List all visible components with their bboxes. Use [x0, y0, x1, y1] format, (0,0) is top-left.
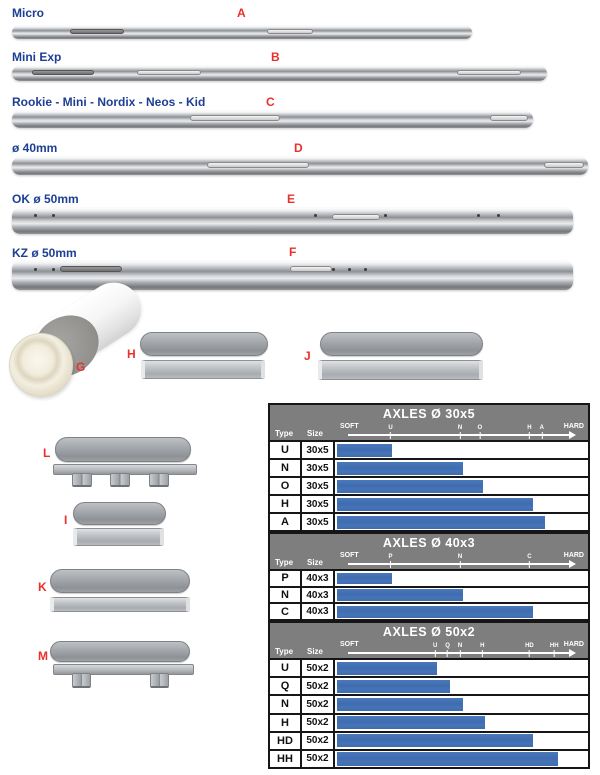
scale-tick-label: O: [477, 425, 483, 431]
table-row: [270, 602, 588, 619]
size-cell: 30x5: [302, 478, 335, 494]
size-cell: 50x2: [302, 715, 335, 731]
scale-label-soft: SOFT: [340, 423, 359, 430]
bar-cell: [335, 571, 588, 586]
scale-tick: [433, 643, 437, 657]
axle-detail: [364, 268, 367, 271]
axle-table-50x2: [268, 621, 590, 769]
scale-label-soft: SOFT: [340, 552, 359, 559]
size-cell: 50x2: [302, 678, 335, 694]
hardness-bar: [337, 462, 463, 475]
part-letter-m: M: [38, 649, 48, 663]
table-header: [270, 623, 588, 658]
table-row: [270, 512, 588, 530]
bar-cell: [335, 442, 588, 458]
hardness-bar: [337, 480, 483, 493]
part-letter-i: I: [64, 513, 68, 527]
table-row: [270, 731, 588, 749]
bar-cell: [335, 514, 588, 530]
table-rows: [270, 569, 588, 619]
col-header-size: Size: [307, 429, 324, 438]
bar-cell: [335, 478, 588, 494]
type-cell: N: [270, 460, 302, 476]
scale-tick-mark: [479, 432, 480, 439]
part-letter-h: H: [127, 347, 136, 361]
scale-tick: [458, 425, 462, 439]
type-cell: U: [270, 660, 302, 676]
axle-detail: [314, 214, 317, 217]
table-row: [270, 494, 588, 512]
table-row: [270, 676, 588, 694]
key-photo-i-side: [73, 528, 164, 546]
scale-label-hard: HARD: [563, 552, 584, 559]
axle-photo-f: [12, 261, 573, 290]
scale-tick-label: N: [457, 554, 463, 560]
scale-tick-label: N: [457, 643, 463, 649]
axle-detail: [457, 70, 521, 76]
axle-letter-d: D: [294, 141, 303, 155]
axle-photo-c: [12, 111, 533, 128]
axle-detail: [70, 29, 124, 34]
scale-label-soft: SOFT: [340, 641, 359, 648]
size-cell: 50x2: [302, 751, 335, 767]
hardness-bar: [337, 606, 533, 618]
hardness-scale: [336, 640, 584, 658]
axle-name-micro: Micro: [12, 6, 45, 20]
scale-ticks: [336, 422, 584, 440]
hardness-bar: [337, 716, 485, 729]
part-letter-j: J: [304, 349, 311, 363]
key-stud: [72, 473, 92, 487]
axle-letter-c: C: [266, 95, 275, 109]
axle-detail: [32, 70, 94, 76]
axle-detail: [477, 214, 480, 217]
scale-tick: [477, 425, 482, 439]
axle-detail: [497, 214, 500, 217]
type-cell: C: [270, 604, 302, 619]
table-row: [270, 458, 588, 476]
table-row: [270, 569, 588, 586]
table-rows: [270, 658, 588, 767]
bar-cell: [335, 496, 588, 512]
type-cell: H: [270, 715, 302, 731]
axle-detail: [207, 162, 309, 168]
table-subheader: [270, 640, 588, 658]
scale-tick: [458, 554, 462, 568]
size-cell: 30x5: [302, 514, 335, 530]
axle-photo-e: [12, 208, 573, 234]
table-title: AXLES Ø 40x3: [382, 536, 476, 550]
hardness-scale: [336, 551, 584, 569]
axle-table-40x3: [268, 532, 590, 621]
hardness-bar: [337, 734, 533, 747]
key-photo-m-top: [50, 641, 190, 662]
key-stud: [149, 473, 169, 487]
table-row: [270, 586, 588, 603]
axle-detail: [384, 214, 387, 217]
bar-cell: [335, 696, 588, 712]
axle-photo-d: [12, 157, 588, 175]
axle-detail: [267, 29, 313, 34]
key-stud: [72, 673, 91, 688]
axle-detail: [544, 162, 584, 168]
scale-tick-mark: [460, 650, 461, 657]
scale-tick-label: U: [388, 425, 393, 431]
scale-tick-mark: [529, 650, 530, 657]
scale-tick: [527, 554, 531, 568]
table-header: [270, 405, 588, 440]
scale-label-hard: HARD: [563, 641, 584, 648]
axle-detail: [52, 268, 55, 271]
scale-tick-mark: [529, 561, 530, 568]
scale-tick-mark: [460, 561, 461, 568]
table-row: [270, 476, 588, 494]
size-cell: 30x5: [302, 496, 335, 512]
hardness-bar: [337, 573, 392, 585]
type-cell: HH: [270, 751, 302, 767]
axle-name-ok-50mm: OK ø 50mm: [12, 192, 79, 206]
key-stud: [150, 673, 169, 688]
table-row: [270, 694, 588, 712]
scale-tick-mark: [435, 650, 436, 657]
table-rows: [270, 440, 588, 530]
key-stud: [110, 473, 130, 487]
axle-detail: [34, 268, 37, 271]
type-cell: O: [270, 478, 302, 494]
hardness-bar: [337, 444, 392, 457]
scale-tick-label: C: [527, 554, 532, 560]
part-letter-k: K: [38, 580, 47, 594]
key-photo-j-side: [318, 360, 483, 380]
scale-tick: [388, 425, 392, 439]
bar-cell: [335, 715, 588, 731]
table-subheader: [270, 551, 588, 569]
type-cell: H: [270, 496, 302, 512]
size-cell: 30x5: [302, 442, 335, 458]
scale-tick-mark: [541, 432, 542, 439]
size-cell: 40x3: [302, 588, 335, 603]
axle-detail: [290, 266, 332, 272]
col-header-size: Size: [307, 558, 324, 567]
hardness-bar: [337, 498, 533, 511]
scale-tick-mark: [390, 561, 391, 568]
scale-tick-label: H: [480, 643, 485, 649]
key-photo-l-top: [55, 437, 191, 462]
scale-tick: [480, 643, 484, 657]
hardness-bar: [337, 698, 463, 711]
hardness-bar: [337, 516, 545, 529]
col-header-type: Type: [275, 429, 294, 438]
bar-cell: [335, 604, 588, 619]
axle-letter-e: E: [287, 192, 296, 206]
table-row: [270, 440, 588, 458]
table-row: [270, 713, 588, 731]
axle-letter-f: F: [289, 245, 297, 259]
table-title: AXLES Ø 30x5: [382, 407, 476, 421]
scale-tick-label: HD: [525, 643, 534, 649]
scale-tick: [458, 643, 462, 657]
part-letter-g: G: [76, 360, 86, 374]
hardness-bar: [337, 752, 558, 765]
key-photo-i-top: [73, 502, 166, 525]
axle-name-40mm: ø 40mm: [12, 141, 58, 155]
bar-cell: [335, 460, 588, 476]
part-letter-l: L: [43, 446, 51, 460]
table-title: AXLES Ø 50x2: [382, 625, 476, 639]
key-photo-h-top: [140, 332, 268, 356]
hardness-bar: [337, 589, 463, 601]
scale-tick-label: N: [457, 425, 463, 431]
type-cell: HD: [270, 733, 302, 749]
scale-tick-mark: [390, 432, 391, 439]
size-cell: 50x2: [302, 696, 335, 712]
axle-table-30x5: [268, 403, 590, 532]
bar-cell: [335, 660, 588, 676]
key-photo-h-side: [141, 360, 265, 379]
key-photo-j-top: [320, 332, 483, 356]
bar-cell: [335, 751, 588, 767]
bar-cell: [335, 678, 588, 694]
type-cell: P: [270, 571, 302, 586]
axle-name-rookie: Rookie - Mini - Nordix - Neos - Kid: [12, 95, 206, 109]
type-cell: U: [270, 442, 302, 458]
scale-tick-label: Q: [445, 643, 450, 649]
scale-tick: [445, 643, 450, 657]
scale-tick-mark: [529, 432, 530, 439]
col-header-type: Type: [275, 647, 294, 656]
axle-letter-a: A: [237, 6, 246, 20]
col-header-size: Size: [307, 647, 324, 656]
hardness-bar: [337, 680, 450, 693]
bar-cell: [335, 733, 588, 749]
scale-ticks: [336, 551, 584, 569]
size-cell: 40x3: [302, 604, 335, 619]
axle-detail: [137, 70, 201, 76]
type-cell: N: [270, 588, 302, 603]
type-cell: N: [270, 696, 302, 712]
scale-tick-label: A: [539, 425, 544, 431]
key-photo-k-side: [50, 597, 190, 612]
bar-cell: [335, 588, 588, 603]
hardness-scale: [336, 422, 584, 440]
scale-tick-mark: [447, 650, 448, 657]
scale-ticks: [336, 640, 584, 658]
axle-detail: [52, 214, 55, 217]
axle-photo-a: [12, 26, 472, 39]
table-row: [270, 658, 588, 676]
scale-tick: [527, 425, 531, 439]
scale-tick-mark: [460, 432, 461, 439]
axle-detail: [190, 115, 280, 121]
table-header: [270, 534, 588, 569]
scale-tick-label: HH: [549, 643, 559, 649]
type-cell: A: [270, 514, 302, 530]
hardness-bar: [337, 662, 437, 675]
axle-detail: [34, 214, 37, 217]
size-cell: 40x3: [302, 571, 335, 586]
axle-name-mini-exp: Mini Exp: [12, 50, 62, 64]
size-cell: 50x2: [302, 733, 335, 749]
scale-tick-mark: [482, 650, 483, 657]
axle-detail: [332, 214, 380, 221]
key-photo-k-top: [50, 569, 190, 593]
axle-photo-b: [12, 66, 547, 81]
scale-tick: [550, 643, 559, 657]
scale-tick-label: H: [527, 425, 532, 431]
scale-tick: [540, 425, 544, 439]
scale-tick: [525, 643, 534, 657]
scale-tick-label: U: [433, 643, 438, 649]
scale-tick-label: P: [388, 554, 393, 560]
scale-tick: [389, 554, 393, 568]
size-cell: 30x5: [302, 460, 335, 476]
axle-letter-b: B: [271, 50, 280, 64]
col-header-type: Type: [275, 558, 294, 567]
scale-label-hard: HARD: [563, 423, 584, 430]
axle-detail: [332, 268, 335, 271]
scale-tick-mark: [554, 650, 555, 657]
axle-detail: [348, 268, 351, 271]
table-row: [270, 749, 588, 767]
size-cell: 50x2: [302, 660, 335, 676]
axle-name-kz-50mm: KZ ø 50mm: [12, 246, 77, 260]
axle-detail: [490, 115, 528, 121]
type-cell: Q: [270, 678, 302, 694]
axle-cap-plug: [9, 333, 73, 397]
table-subheader: [270, 422, 588, 440]
axle-detail: [60, 266, 122, 271]
